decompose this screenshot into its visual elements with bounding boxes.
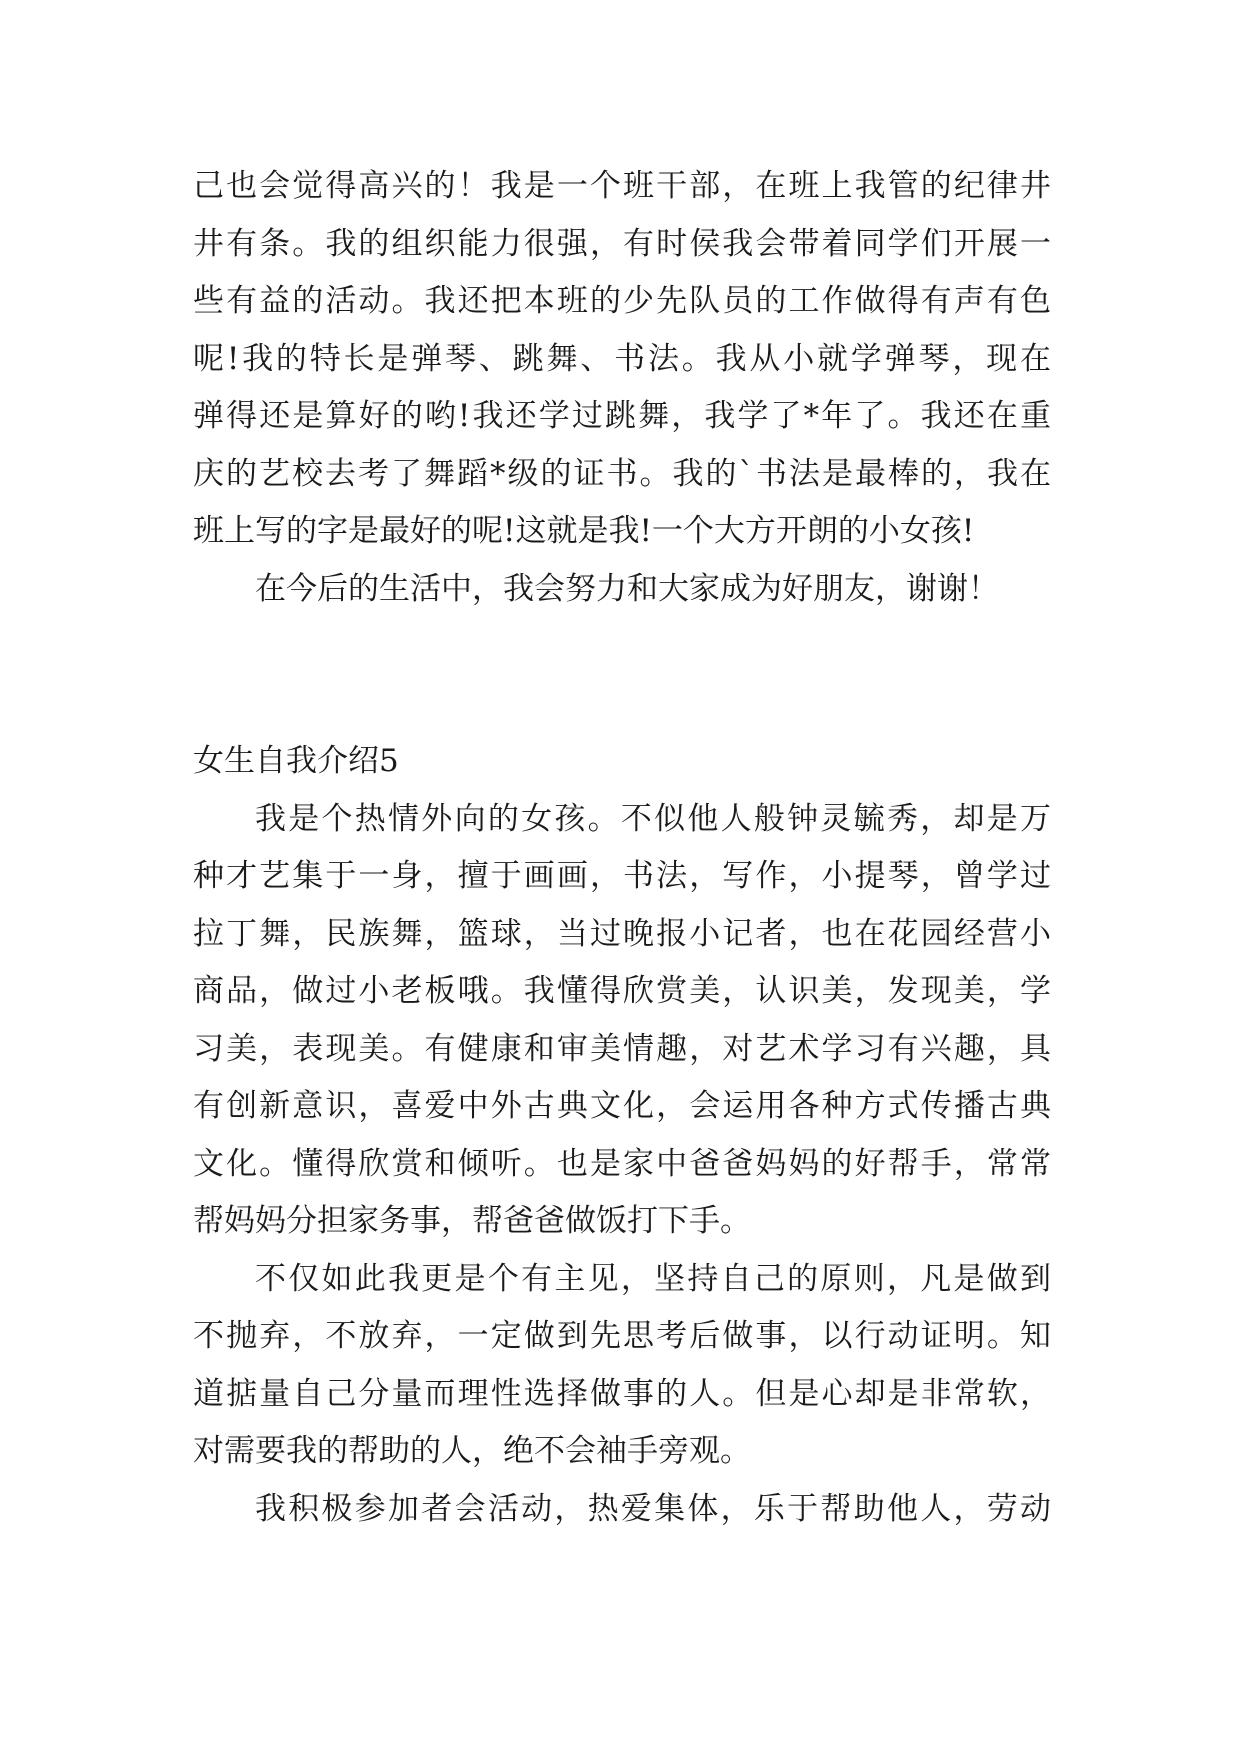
- text-line: 井有条。我的组织能力很强，有时侯我会带着同学们开展一: [193, 225, 1051, 262]
- text-line: 些有益的活动。我还把本班的少先队员的工作做得有声有色: [193, 283, 1051, 319]
- text-line: 道掂量自己分量而理性选择做事的人。但是心却是非常软，: [193, 1375, 1051, 1412]
- text-line: 有创新意识，喜爱中外古典文化，会运用各种方式传播古典: [193, 1088, 1051, 1124]
- text-line: 商品，做过小老板哦。我懂得欣赏美，认识美，发现美，学: [193, 973, 1051, 1009]
- text-line: 不仅如此我更是个有主见，坚持自己的原则，凡是做到: [255, 1260, 1051, 1297]
- text-line: 我积极参加者会活动，热爱集体，乐于帮助他人，劳动: [255, 1490, 1051, 1527]
- text-line: 种才艺集于一身，擅于画画，书法，写作，小提琴，曾学过: [193, 858, 1051, 894]
- text-line: 帮妈妈分担家务事，帮爸爸做饭打下手。: [193, 1203, 751, 1239]
- section-gap: [193, 618, 1051, 733]
- text-line: 不抛弃，不放弃，一定做到先思考后做事，以行动证明。知: [193, 1318, 1051, 1354]
- text-line: 弹得还是算好的哟!我还学过跳舞，我学了*年了。我还在重: [193, 398, 1051, 434]
- paragraph-2: [193, 1251, 1051, 1481]
- paragraph-closing: [193, 561, 1051, 619]
- text-line: 拉丁舞，民族舞，篮球，当过晚报小记者，也在花园经营小: [193, 915, 1051, 952]
- paragraph-continued: [193, 158, 1051, 561]
- paragraph-3: [193, 1481, 1051, 1539]
- document-body: [193, 158, 1051, 1538]
- text-line: 呢!我的特长是弹琴、跳舞、书法。我从小就学弹琴，现在: [193, 340, 1051, 377]
- section-heading: 女生自我介绍5: [193, 743, 399, 779]
- text-line: 我是个热情外向的女孩。不似他人般钟灵毓秀，却是万: [255, 800, 1051, 837]
- text-line: 在今后的生活中，我会努力和大家成为好朋友，谢谢！: [255, 570, 999, 607]
- text-line: 文化。懂得欣赏和倾听。也是家中爸爸妈妈的好帮手，常常: [193, 1145, 1051, 1182]
- text-line: 己也会觉得高兴的！我是一个班干部，在班上我管的纪律井: [193, 168, 1051, 204]
- text-line: 班上写的字是最好的呢!这就是我!一个大方开朗的小女孩!: [193, 513, 975, 549]
- text-line: 对需要我的帮助的人，绝不会袖手旁观。: [193, 1433, 751, 1469]
- paragraph-1: [193, 791, 1051, 1251]
- text-line: 庆的艺校去考了舞蹈*级的证书。我的`书法是最棒的，我在: [193, 455, 1051, 492]
- text-line: 习美，表现美。有健康和审美情趣，对艺术学习有兴趣，具: [193, 1030, 1051, 1067]
